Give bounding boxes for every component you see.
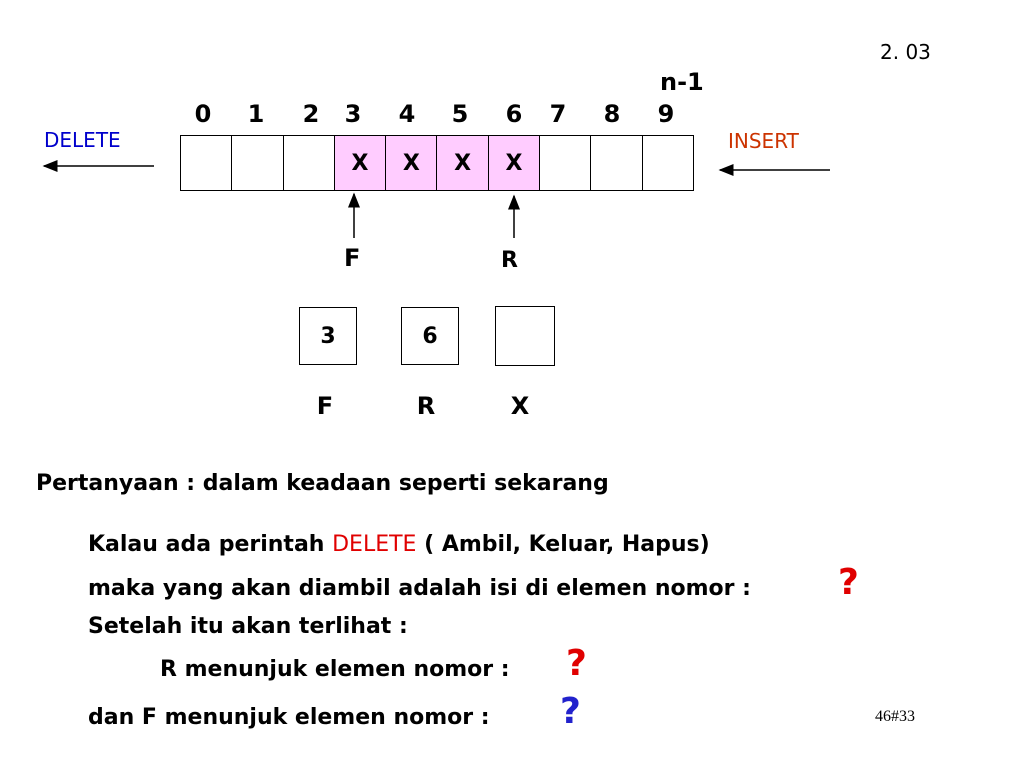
- question-mark: ?: [838, 562, 859, 603]
- array-cell: X: [386, 136, 437, 190]
- index-label: 8: [603, 100, 621, 128]
- question-mark: ?: [560, 691, 581, 732]
- question-mark: ?: [566, 643, 587, 684]
- insert-label: INSERT: [728, 129, 799, 153]
- rear-variable-label: R: [416, 392, 436, 420]
- question-line-suffix: ( Ambil, Keluar, Hapus): [416, 532, 710, 557]
- front-variable-label: F: [316, 392, 334, 420]
- index-label: 2: [302, 100, 320, 128]
- question-line-after: Setelah itu akan terlihat :: [88, 614, 408, 639]
- index-label: 0: [194, 100, 212, 128]
- delete-keyword: DELETE: [332, 532, 417, 557]
- index-label: 9: [657, 100, 675, 128]
- n-minus-1-label: n-1: [660, 68, 704, 96]
- array-cell: X: [437, 136, 488, 190]
- rear-pointer-label: R: [501, 248, 518, 273]
- index-label: 1: [247, 100, 265, 128]
- index-label: 4: [398, 100, 416, 128]
- index-label: 6: [505, 100, 523, 128]
- question-line-delete: [88, 532, 710, 557]
- delete-label: DELETE: [44, 128, 121, 152]
- array-cell: X: [489, 136, 540, 190]
- index-label: 5: [451, 100, 469, 128]
- x-variable-label: X: [510, 392, 530, 420]
- array-cell: X: [335, 136, 386, 190]
- question-heading: Pertanyaan : dalam keadaan seperti sekarang: [36, 471, 609, 496]
- slide-number: 2. 03: [880, 40, 931, 64]
- question-line-prefix: Kalau ada perintah: [88, 532, 333, 557]
- question-line-front: dan F menunjuk elemen nomor :: [88, 705, 490, 730]
- index-label: 7: [549, 100, 567, 128]
- question-line-taken: maka yang akan diambil adalah isi di elemen nomor :: [88, 576, 751, 601]
- front-value-box: 3: [299, 307, 357, 365]
- footer-page-number: 46#33: [875, 708, 915, 725]
- front-pointer-label: F: [344, 244, 361, 272]
- rear-value-box: 6: [401, 307, 459, 365]
- question-line-rear: R menunjuk elemen nomor :: [160, 657, 510, 682]
- x-value-box: [495, 306, 555, 366]
- index-label: 3: [344, 100, 362, 128]
